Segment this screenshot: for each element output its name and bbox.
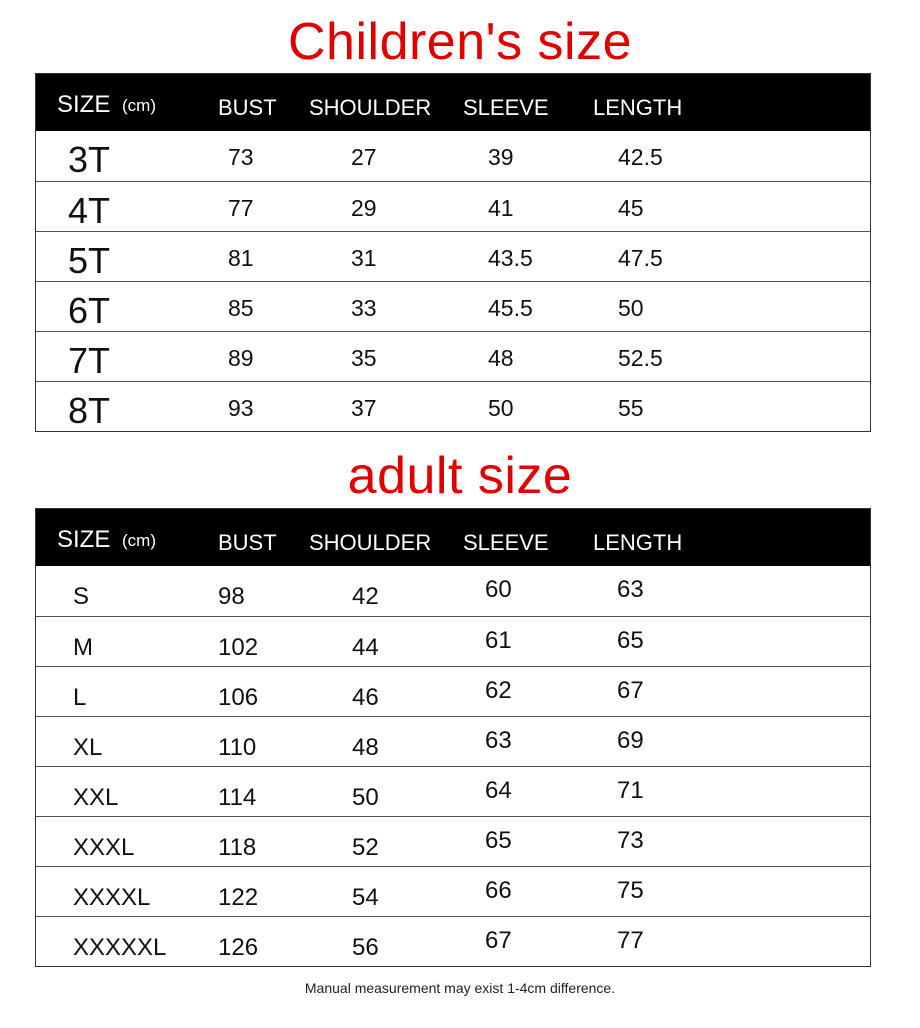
length-cell: 63 — [617, 576, 644, 603]
header-bust: BUST — [218, 530, 277, 555]
shoulder-cell: 46 — [352, 684, 379, 711]
length-cell: 71 — [617, 777, 644, 804]
shoulder-cell: 48 — [352, 734, 379, 761]
table-row — [36, 281, 870, 331]
children-size-table — [35, 73, 871, 432]
bust-cell: 118 — [218, 834, 257, 861]
header-unit: (cm) — [122, 96, 156, 115]
table-row — [36, 331, 870, 381]
shoulder-cell: 31 — [351, 245, 377, 271]
size-cell: 8T — [68, 390, 111, 431]
size-cell: 6T — [68, 290, 111, 331]
bust-cell: 106 — [218, 684, 259, 711]
bust-cell: 102 — [218, 634, 259, 661]
bust-cell: 114 — [218, 784, 257, 811]
table-row — [36, 816, 870, 866]
sleeve-cell: 60 — [485, 576, 512, 603]
table-row — [36, 666, 870, 716]
size-cell: XXXXL — [73, 884, 151, 911]
header-shoulder: SHOULDER — [309, 95, 432, 120]
size-cell: XXXL — [73, 834, 135, 861]
shoulder-cell: 50 — [352, 784, 379, 811]
bust-cell: 77 — [228, 195, 254, 221]
header-sleeve: SLEEVE — [463, 530, 549, 555]
size-cell: S — [73, 583, 90, 610]
sleeve-cell: 45.5 — [488, 295, 533, 321]
shoulder-cell: 35 — [351, 345, 377, 371]
sleeve-cell: 66 — [485, 877, 512, 904]
size-cell: 5T — [68, 240, 111, 281]
sleeve-cell: 63 — [485, 727, 512, 754]
children-size-title: Children's size — [287, 13, 632, 71]
header-bust: BUST — [218, 95, 277, 120]
bust-cell: 89 — [228, 345, 254, 371]
bust-cell: 93 — [228, 395, 254, 421]
sleeve-cell: 41 — [488, 195, 514, 221]
table-row — [36, 381, 870, 431]
sleeve-cell: 48 — [488, 345, 514, 371]
size-cell: XXXXXL — [73, 934, 167, 961]
sleeve-cell: 65 — [485, 827, 512, 854]
header-length: LENGTH — [593, 530, 683, 555]
sleeve-cell: 67 — [485, 927, 512, 954]
size-cell: XXL — [73, 784, 119, 811]
sleeve-cell: 62 — [485, 677, 512, 704]
length-cell: 55 — [618, 395, 644, 421]
table-header — [36, 74, 870, 131]
length-cell: 42.5 — [618, 144, 663, 170]
table-row — [36, 616, 870, 666]
sleeve-cell: 50 — [488, 395, 514, 421]
table-row — [36, 766, 870, 816]
size-cell: 3T — [68, 139, 111, 180]
length-cell: 47.5 — [618, 245, 663, 271]
length-cell: 75 — [617, 877, 644, 904]
sleeve-cell: 43.5 — [488, 245, 533, 271]
shoulder-cell: 42 — [352, 583, 379, 610]
shoulder-cell: 27 — [351, 144, 377, 170]
header-sleeve: SLEEVE — [463, 95, 549, 120]
length-cell: 69 — [617, 727, 644, 754]
bust-cell: 122 — [218, 884, 259, 911]
shoulder-cell: 33 — [351, 295, 377, 321]
shoulder-cell: 56 — [352, 934, 379, 961]
header-unit: (cm) — [122, 531, 156, 550]
sleeve-cell: 39 — [488, 144, 514, 170]
header-length: LENGTH — [593, 95, 683, 120]
table-row — [36, 866, 870, 916]
length-cell: 67 — [617, 677, 644, 704]
table-row — [36, 566, 870, 616]
sleeve-cell: 64 — [485, 777, 512, 804]
table-row — [36, 916, 870, 966]
size-cell: L — [73, 684, 87, 711]
length-cell: 45 — [618, 195, 644, 221]
shoulder-cell: 54 — [352, 884, 379, 911]
length-cell: 65 — [617, 627, 644, 654]
bust-cell: 85 — [228, 295, 254, 321]
adult-size-table — [35, 508, 871, 967]
table-row — [36, 131, 870, 181]
length-cell: 52.5 — [618, 345, 663, 371]
header-shoulder: SHOULDER — [309, 530, 432, 555]
shoulder-cell: 52 — [352, 834, 379, 861]
length-cell: 73 — [617, 827, 644, 854]
size-cell: 7T — [68, 340, 111, 381]
table-row — [36, 231, 870, 281]
size-cell: 4T — [68, 190, 111, 231]
adult-size-title: adult size — [347, 447, 573, 505]
bust-cell: 110 — [218, 734, 257, 761]
length-cell: 77 — [617, 927, 644, 954]
bust-cell: 98 — [218, 583, 245, 610]
bust-cell: 126 — [218, 934, 259, 961]
table-row — [36, 181, 870, 231]
header-size: SIZE — [57, 526, 111, 553]
size-cell: XL — [73, 734, 103, 761]
table-header — [36, 509, 870, 566]
bust-cell: 81 — [228, 245, 254, 271]
shoulder-cell: 44 — [352, 634, 379, 661]
measurement-note: Manual measurement may exist 1-4cm difference. — [304, 980, 616, 996]
length-cell: 50 — [618, 295, 644, 321]
header-size: SIZE — [57, 91, 111, 118]
bust-cell: 73 — [228, 144, 254, 170]
size-cell: M — [73, 634, 93, 661]
shoulder-cell: 37 — [351, 395, 377, 421]
shoulder-cell: 29 — [351, 195, 377, 221]
table-row — [36, 716, 870, 766]
sleeve-cell: 61 — [485, 627, 512, 654]
